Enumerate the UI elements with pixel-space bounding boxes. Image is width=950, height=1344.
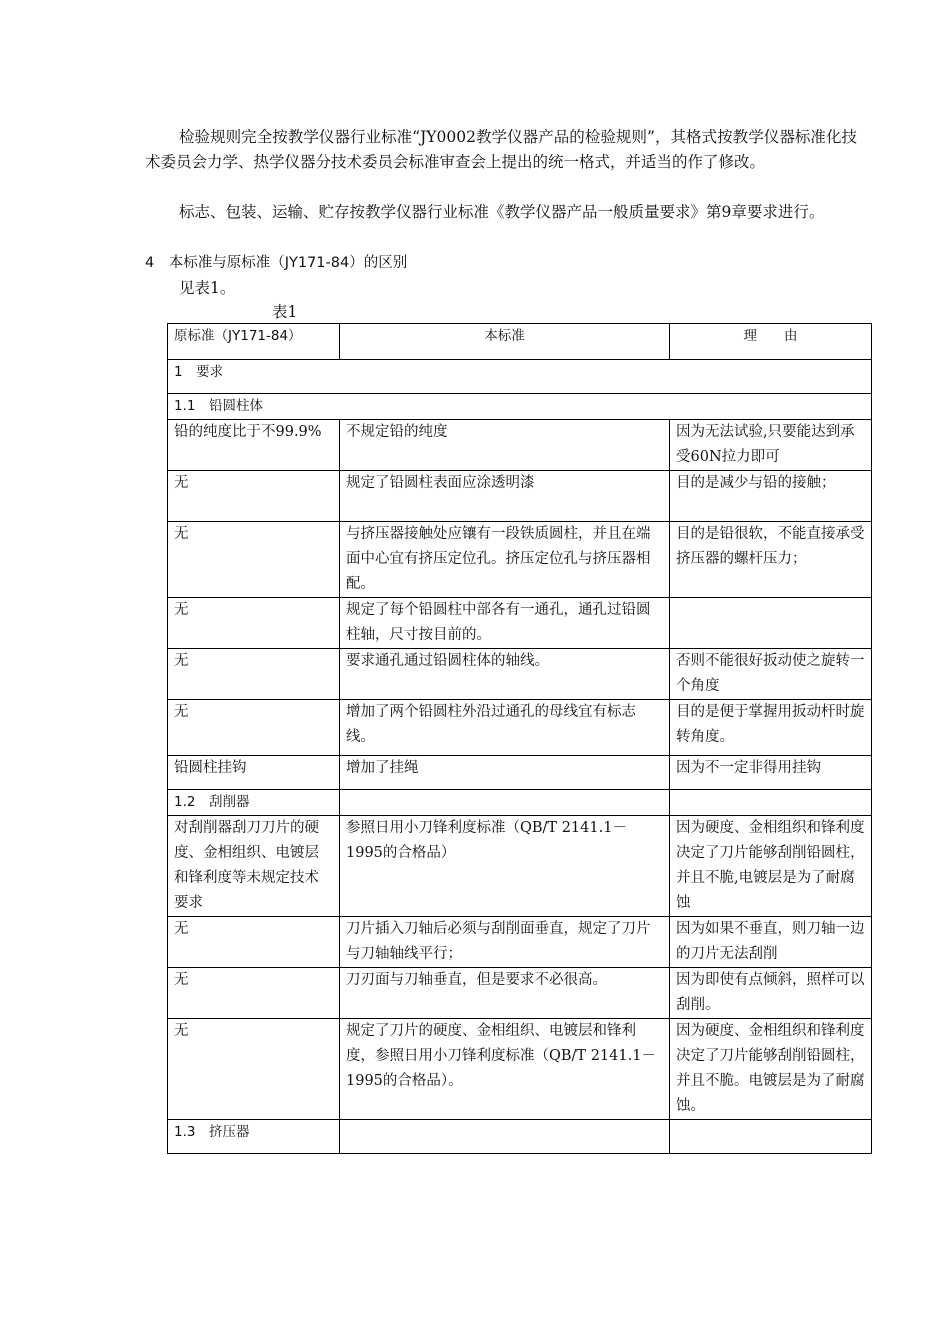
cell-original: 铅的纯度比于不99.9% (168, 420, 340, 471)
header-original-standard: 原标准（JY171-84） (168, 324, 340, 360)
cell-reason: 因为硬度、金相组织和锋利度决定了刀片能够刮削铅圆柱，并且不脆。电镀层是为了耐腐蚀。 (670, 1019, 872, 1120)
cell-reason: 否则不能很好扳动使之旋转一个角度 (670, 649, 872, 700)
cell-original: 铅圆柱挂钩 (168, 756, 340, 790)
table-row (168, 649, 872, 700)
empty-cell (340, 1120, 670, 1154)
cell-original: 无 (168, 917, 340, 968)
subsection-row-scraper (168, 790, 872, 816)
table-row (168, 522, 872, 598)
see-table-text: 见表1。 (179, 279, 236, 297)
empty-cell (670, 1120, 872, 1154)
cell-this-standard: 规定了每个铅圆柱中部各有一通孔，通孔过铅圆柱轴，尺寸按目前的。 (340, 598, 670, 649)
cell-reason: 目的是便于掌握用扳动杆时旋转角度。 (670, 700, 872, 756)
cell-reason: 因为无法试验,只要能达到承受60N拉力即可 (670, 420, 872, 471)
cell-original: 无 (168, 471, 340, 522)
table-header-row (168, 324, 872, 360)
header-this-standard: 本标准 (340, 324, 670, 360)
cell-reason (670, 598, 872, 649)
subsection-label: 1.2 刮削器 (168, 790, 340, 816)
table-row (168, 598, 872, 649)
table-row (168, 816, 872, 917)
empty-cell (340, 790, 670, 816)
comparison-table (167, 323, 872, 1154)
cell-reason: 因为如果不垂直，则刀轴一边的刀片无法刮削 (670, 917, 872, 968)
empty-cell (670, 790, 872, 816)
paragraph-inspection-rules: 检验规则完全按教学仪器行业标准“JY0002教学仪器产品的检验规则”，其格式按教学仪器标准化技术委员会力学、热学仪器分技术委员会标准审查会上提出的统一格式，并适当的作了修改。 (145, 128, 857, 171)
cell-original: 无 (168, 968, 340, 1019)
table-row (168, 700, 872, 756)
table-row (168, 1019, 872, 1120)
cell-original: 无 (168, 1019, 340, 1120)
table-row (168, 471, 872, 522)
cell-this-standard: 增加了挂绳 (340, 756, 670, 790)
cell-reason: 目的是铅很软，不能直接承受挤压器的螺杆压力； (670, 522, 872, 598)
cell-reason: 因为即使有点倾斜，照样可以刮削。 (670, 968, 872, 1019)
cell-reason: 因为硬度、金相组织和锋利度决定了刀片能够刮削铅圆柱，并且不脆,电镀层是为了耐腐蚀 (670, 816, 872, 917)
cell-reason: 目的是减少与铅的接触； (670, 471, 872, 522)
cell-original: 无 (168, 649, 340, 700)
cell-this-standard: 刀片插入刀轴后必须与刮削面垂直，规定了刀片与刀轴轴线平行； (340, 917, 670, 968)
table-row (168, 420, 872, 471)
cell-this-standard: 刀刃面与刀轴垂直，但是要求不必很高。 (340, 968, 670, 1019)
subsection-row-lead-cylinder (168, 394, 872, 420)
cell-this-standard: 规定了铅圆柱表面应涂透明漆 (340, 471, 670, 522)
table-row (168, 917, 872, 968)
subsection-label: 1.3 挤压器 (168, 1120, 340, 1154)
cell-original: 无 (168, 598, 340, 649)
cell-original: 无 (168, 700, 340, 756)
cell-this-standard: 与挤压器接触处应镶有一段铁质圆柱，并且在端面中心宜有挤压定位孔。挤压定位孔与挤压器相配。 (340, 522, 670, 598)
section-label: 1 要求 (168, 360, 872, 394)
subsection-row-squeezer (168, 1120, 872, 1154)
cell-this-standard: 规定了刀片的硬度、金相组织、电镀层和锋利度，参照日用小刀锋利度标准（QB/T 2141.1－1995的合格品）。 (340, 1019, 670, 1120)
cell-this-standard: 参照日用小刀锋利度标准（QB/T 2141.1－1995的合格品） (340, 816, 670, 917)
header-reason: 理 由 (670, 324, 872, 360)
table-row (168, 968, 872, 1019)
section-row-requirements (168, 360, 872, 394)
cell-this-standard: 增加了两个铅圆柱外沿过通孔的母线宜有标志线。 (340, 700, 670, 756)
cell-this-standard: 不规定铅的纯度 (340, 420, 670, 471)
cell-original: 无 (168, 522, 340, 598)
table-caption: 表1 (272, 303, 298, 321)
section-heading: 4 本标准与原标准（JY171-84）的区别 (145, 255, 408, 271)
cell-this-standard: 要求通孔通过铅圆柱体的轴线。 (340, 649, 670, 700)
table-row (168, 756, 872, 790)
subsection-label: 1.1 铅圆柱体 (168, 394, 872, 420)
cell-original: 对刮削器刮刀刀片的硬度、金相组织、电镀层和锋利度等未规定技术要求 (168, 816, 340, 917)
paragraph-marking-packaging: 标志、包装、运输、贮存按教学仪器行业标准《教学仪器产品一般质量要求》第9章要求进行。 (179, 203, 825, 221)
cell-reason: 因为不一定非得用挂钩 (670, 756, 872, 790)
